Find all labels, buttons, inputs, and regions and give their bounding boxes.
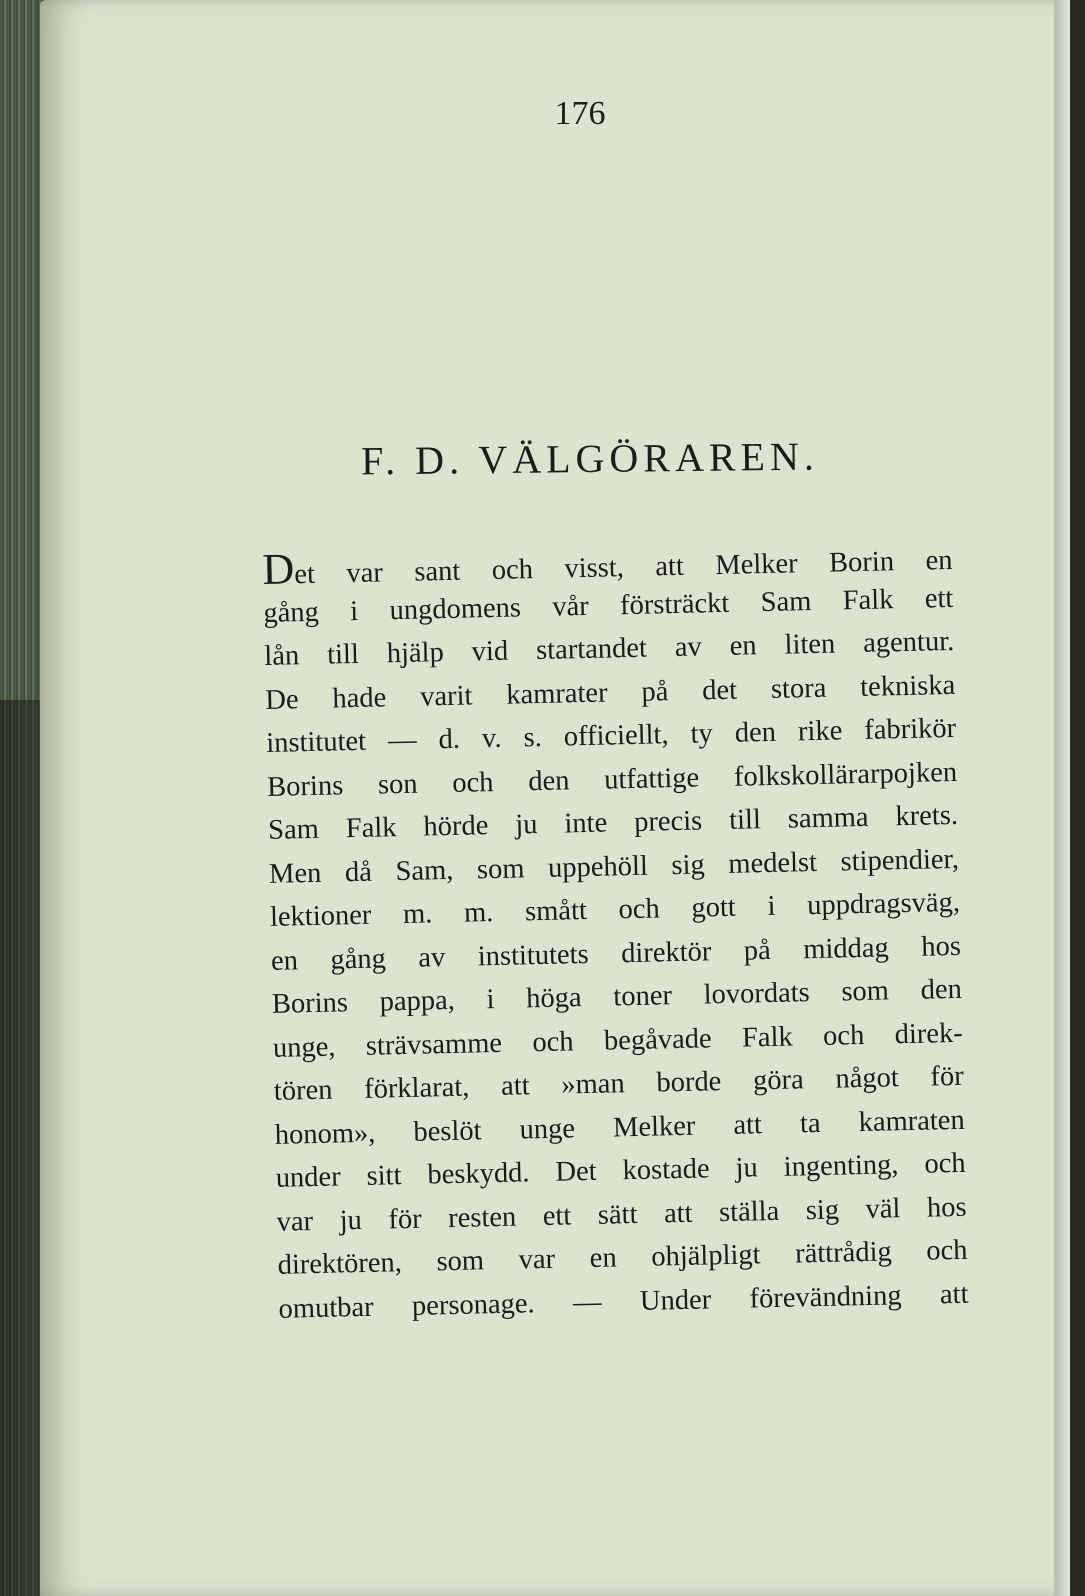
- body-line: direktören, som var en ohjälpligt rättrådig och: [277, 1234, 968, 1281]
- drop-initial: D: [261, 544, 295, 594]
- body-line: lektioner m. m. smått och gott i uppdragsväg,: [269, 886, 961, 933]
- page-right-edge: [1054, 0, 1070, 1596]
- page-number: 176: [554, 95, 606, 132]
- body-line: lån till hjälp vid startandet av en liten agentur.: [264, 625, 955, 672]
- body-line: Sam Falk hörde ju inte precis till samma krets.: [267, 799, 959, 846]
- body-line: institutet — d. v. s. officiellt, ty den rike fabrikör: [265, 712, 957, 759]
- body-line: en gång av institutets direktör på middag hos: [270, 930, 962, 977]
- body-line: honom», beslöt unge Melker att ta kamraten: [274, 1104, 965, 1151]
- body-line: De hade varit kamrater på det stora tekniska: [264, 669, 956, 716]
- body-line: Borins son och den utfattige folkskollärarpojken: [266, 756, 958, 803]
- body-line: Men då Sam, som uppehöll sig medelst stipendier,: [268, 843, 960, 890]
- chapter-title: F. D. VÄLGÖRAREN.: [360, 433, 820, 484]
- body-line: under sitt beskydd. Det kostade ju ingenting, och: [275, 1147, 966, 1194]
- body-line: unge, strävsamme och begåvade Falk och direk-: [272, 1017, 964, 1064]
- first-line-text: et var sant och visst, att Melker Borin en: [294, 544, 953, 591]
- body-line: omutbar personage. — Under förevändning att: [278, 1278, 969, 1325]
- body-line: tören förklarat, att »man borde göra något för: [273, 1060, 965, 1107]
- body-line: gång i ungdomens vår försträckt Sam Falk ett: [263, 582, 954, 629]
- body-line: Borins pappa, i höga toner lovordats som den: [271, 973, 963, 1020]
- body-line: var ju för resten ett sätt att ställa sig väl hos: [276, 1191, 967, 1238]
- body-text: [262, 533, 969, 1331]
